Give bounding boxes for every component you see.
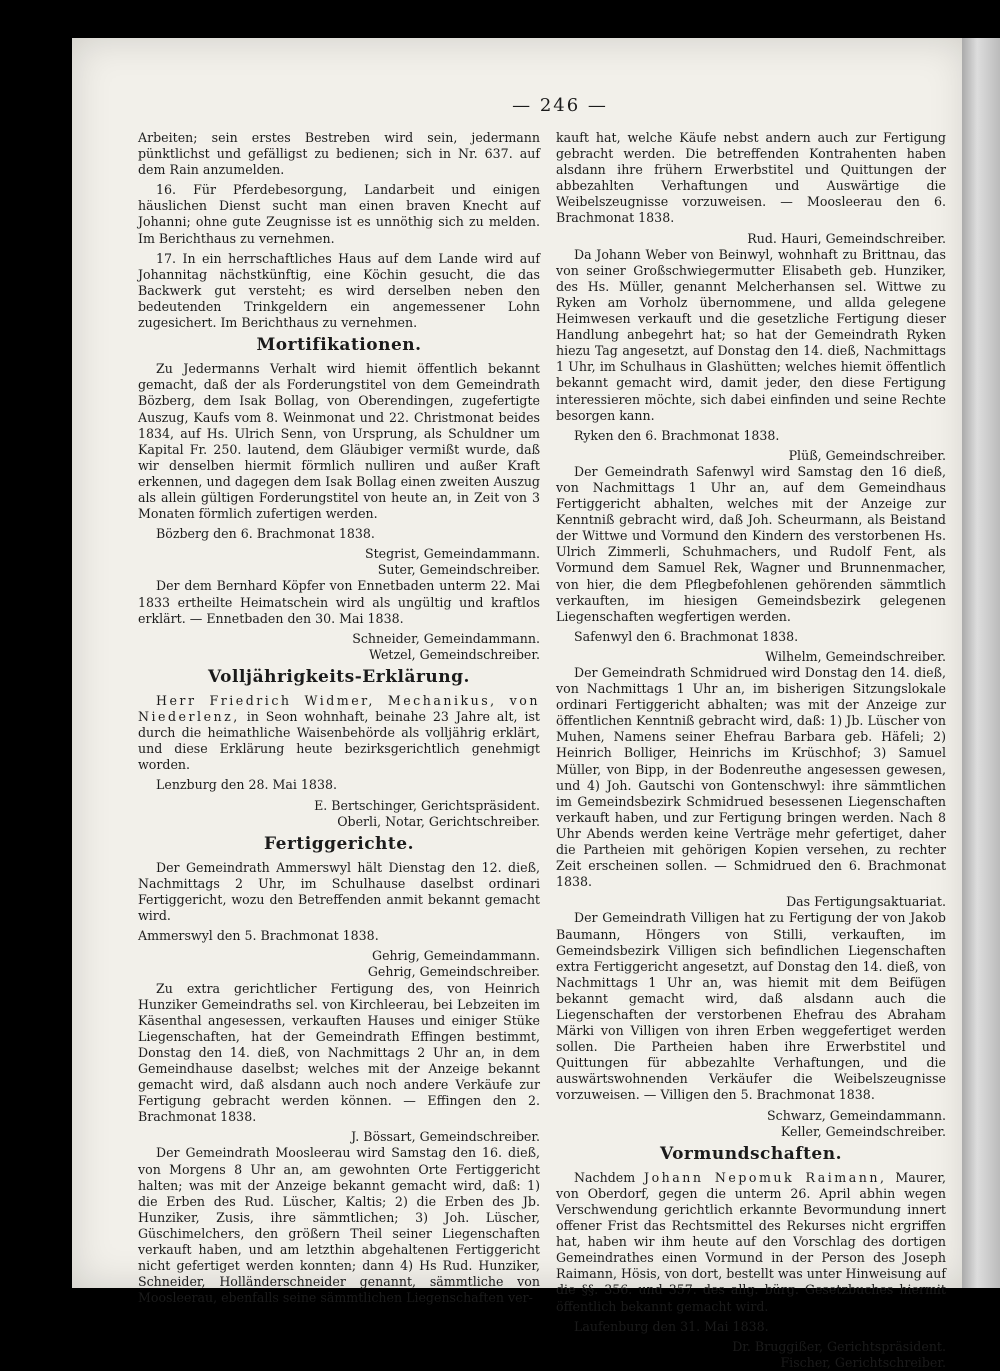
right-column: [556, 130, 946, 1371]
person-name: Johann Nepomuk Raimann,: [644, 1169, 887, 1185]
signature: Schwarz, Gemeindammann.: [767, 1107, 946, 1123]
left-column: [138, 130, 540, 1310]
section-heading-vormundschaften: Vormundschaften.: [659, 1143, 843, 1164]
signature: Dr. Bruggißer, Gerichtspräsident.: [732, 1338, 946, 1354]
notice-date: Bözberg den 6. Brachmonat 1838.: [156, 526, 375, 542]
guardianship-text: Maurer, von Oberdorf, gegen die unterm 26. April abhin wegen Verschwendung gerichtlich erkannte Bevormundung innert offener Frist das Rechtsmittel des Rekurses nicht ergriffen hat, haben wir ihm heute auf den Vorschlag des dortigen Gemeindrathes einen Vormund in der Person des Joseph Raimann, Hösis, von dort, bestellt was unter Hinweisung auf die §§. 356. und 357. des allg. bürg. Gesetzbuches hiermit öffentlich bekannt gemacht wird.: [556, 1169, 946, 1314]
mortification-notice: Der dem Bernhard Köpfer von Ennetbaden unterm 22. Mai 1833 ertheilte Heimatschein wird als ungültig und kraftlos erklärt. — Ennetbaden den 30. Mai 1838.: [138, 578, 540, 626]
signature: Oberli, Notar, Gerichtschreiber.: [337, 813, 540, 829]
court-notice: Der Gemeindrath Moosleerau wird Samstag den 16. dieß, von Morgens 8 Uhr an, am gewohnten Orte Fertiggericht halten; was mit der Anzeige bekannt gemacht wird, daß: 1) die Erben des Rud. Lüscher, Kaltis; 2) die Erben des Jb. Hunziker, Zusis, ihre sämmtlichen; 3) Joh. Lüscher, Güschimelchers, den größern Theil seiner Liegenschaften verkauft haben, und am letzthin abgehaltenen Fertiggericht nicht gefertiget werden konnten; dann 4) Hs Rud. Hunziker, Schneider, Holländerschneider genannt, sämmtliche von Moosleerau, ebenfalls seine sämmtlichen Liegenschaften ver-: [138, 1145, 540, 1306]
notice-date: Ryken den 6. Brachmonat 1838.: [574, 427, 780, 443]
ad-continuation: Arbeiten; sein erstes Bestreben wird sein, jedermann pünktlichst und gefälligst zu bedienen; sich in Nr. 637. auf dem Rain anzumelden.: [138, 130, 540, 178]
majority-text: in Seon wohnhaft, beinahe 23 Jahre alt, ist durch die heimathliche Waisenbehörde als volljährig erklärt, und diese Erklärung heute bezirksgerichtlich genehmigt worden.: [138, 709, 540, 773]
section-heading-fertiggerichte: Fertiggerichte.: [263, 833, 415, 854]
notice-intro: Nachdem: [574, 1169, 636, 1185]
signature: Gehrig, Gemeindammann.: [372, 948, 540, 964]
court-notice: Da Johann Weber von Beinwyl, wohnhaft zu Brittnau, das von seiner Großschwiegermutter Elisabeth geb. Hunziker, des Hs. Müller, genannt Melcherhansen sel. Wittwe zu Ryken am Vorholz übernommene, und allda gelegene Heimwesen verkauft und die gesetzliche Fertigung dieser Handlung anbegehrt hat; so hat der Gemeindrath Ryken hiezu Tag angesetzt, auf Donstag den 14. dieß, Nachmittags 1 Uhr, im Schulhaus in Glashütten; welches hiemit öffentlich bekannt gemacht wird, damit jeder, den diese Fertigung interessieren möchte, sich dabei einfinden und seine Rechte besorgen kann.: [556, 246, 946, 423]
guardianship-notice: [556, 1170, 946, 1315]
ad-17: 17. In ein herrschaftliches Haus auf dem Lande wird auf Johannitag nächstkünftig, eine Köchin gesucht, die das Backwerk gut versteht; es wird derselben neben den bedeutenden Trinkgeldern ein angemessener Lohn zugesichert. Im Berichthaus zu vernehmen.: [138, 250, 540, 331]
signature: Fischer, Gerichtschreiber.: [780, 1354, 946, 1370]
notice-date: Lenzburg den 28. Mai 1838.: [156, 777, 337, 793]
page-number: — 246 —: [512, 95, 608, 116]
notice-date: Ammerswyl den 5. Brachmonat 1838.: [138, 928, 379, 944]
section-heading-mortifikationen: Mortifikationen.: [256, 335, 422, 356]
signature: Schneider, Gemeindammann.: [352, 630, 540, 646]
signature: J. Bössart, Gemeindschreiber.: [351, 1129, 540, 1145]
majority-notice: [138, 693, 540, 773]
signature: Rud. Hauri, Gemeindschreiber.: [747, 230, 946, 246]
signature: Keller, Gemeindschreiber.: [780, 1123, 946, 1139]
signature: Stegrist, Gemeindammann.: [364, 546, 540, 562]
mortification-notice: Zu Jedermanns Verhalt wird hiemit öffentlich bekannt gemacht, daß der als Forderungstitel von dem Gemeindrath Bözberg, dem Isak Bollag, von Oberendingen, zugefertigte Auszug, Kaufs vom 8. Weinmonat und 22. Christmonat beides 1834, auf Hs. Ulrich Senn, von Ursprung, als Schuldner um Kapital Fr. 250. lautend, dem Gläubiger vermißt wurde, daß wir denselben hiermit förmlich nulliren und außer Kraft erkennen, und dagegen dem Isak Bollag einen zweiten Auszug als allein gültigen Forderungstitel von heute an, in Zeit von 3 Monaten förmlich zufertigen werden.: [138, 361, 540, 522]
court-notice: Der Gemeindrath Schmidrued wird Donstag den 14. dieß, von Nachmittags 1 Uhr an, im bisherigen Sitzungslokale ordinari Fertiggericht abhalten; was mit der Anzeige zur öffentlichen Kenntniß gebracht wird, daß: 1) Jb. Lüscher von Muhen, Namens seiner Ehefrau Barbara geb. Häfeli; 2) Heinrich Bolliger, Heinrichs im Krüschhof; 3) Samuel Müller, von Bipp, in der Bodenreuthe angesessen gewesen, und 4) Joh. Gautschi von Gontenschwyl: ihre sämmtlichen im Gemeindsbezirk Schmidrued besessenen Liegenschaften verkauft haben, und zur Fertigung bringen werden. Nach 8 Uhr Abends werden keine Verträge mehr gefertiget, daher die Partheien mit gehörigen Kopien versehen, zu rechter Zeit erscheinen sollen. — Schmidrued den 6. Brachmonat 1838.: [556, 665, 946, 890]
court-notice-continuation: kauft hat, welche Käufe nebst andern auch zur Fertigung gebracht werden. Die betreffenden Kontrahenten haben alsdann ihre frühern Erwerbstitel und Quittungen der abbezahlten Verhaftungen und Auswärtige die Weibelszeugnisse vorzuweisen. — Moosleerau den 6. Brachmonat 1838.: [556, 130, 946, 226]
signature: Wilhelm, Gemeindschreiber.: [765, 648, 946, 664]
ad-16: 16. Für Pferdebesorgung, Landarbeit und einigen häuslichen Dienst sucht man einen braven Knecht auf Johanni; ohne gute Zeugnisse ist es unnöthig sich zu melden. Im Berichthaus zu vernehmen.: [138, 182, 540, 246]
notice-date: Safenwyl den 6. Brachmonat 1838.: [574, 628, 799, 644]
signature: Plüß, Gemeindschreiber.: [788, 447, 946, 463]
signature: Wetzel, Gemeindschreiber.: [369, 646, 540, 662]
signature: Gehrig, Gemeindschreiber.: [367, 964, 540, 980]
person-name: Herr Friedrich Widmer, Mechanikus, von Niederlenz,: [138, 693, 540, 725]
section-heading-volljaehrigkeit: Volljährigkeits-Erklärung.: [208, 666, 470, 687]
notice-date: Laufenburg den 31. Mai 1838.: [574, 1318, 769, 1334]
signature: Suter, Gemeindschreiber.: [377, 562, 540, 578]
court-notice: Der Gemeindrath Ammerswyl hält Dienstag den 12. dieß, Nachmittags 2 Uhr, im Schulhause daselbst ordinari Fertiggericht, wozu den Betreffenden anmit bekannt gemacht wird.: [138, 859, 540, 924]
court-notice: Der Gemeindrath Safenwyl wird Samstag den 16 dieß, von Nachmittags 1 Uhr an, auf dem Gemeindhaus Fertiggericht abhalten, welches mit der Anzeige zur Kenntniß gebracht wird, daß Joh. Scheurmann, als Beistand der Wittwe und Vormund den Kindern des verstorbenen Hs. Ulrich Zimmerli, Schuhmachers, und Rudolf Fent, als Vormund dem Samuel Rek, Wagner und Brunnenmacher, von hier, die dem Pflegbefohlenen gehörenden sämmtlich verkauften, im hiesigen Gemeindsbezirk gelegenen Liegenschaften wegfertigen werden.: [556, 463, 946, 624]
court-notice: Zu extra gerichtlicher Fertigung des, von Heinrich Hunziker Gemeindraths sel. von Kirchleerau, bei Lebzeiten im Käsenthal angesessen, verkauften Hauses und einiger Stüke Liegenschaften, hat der Gemeindrath Effingen bestimmt, Donstag den 14. dieß, von Nachmittags 2 Uhr an, in dem Gemeindhause daselbst; welches mit der Anzeige bekannt gemacht wird, daß alsdann auch noch andere Verkäufe zur Fertigung gebracht werden können. — Effingen den 2. Brachmonat 1838.: [138, 980, 540, 1125]
court-notice: Der Gemeindrath Villigen hat zu Fertigung der von Jakob Baumann, Höngers von Stilli, verkauften, im Gemeindsbezirk Villigen sich befindlichen Liegenschaften extra Fertiggericht angesetzt, auf Donstag den 14. dieß, von Nachmittags 1 Uhr an, was hiemit mit dem Beifügen bekannt gemacht wird, daß alsdann auch die Liegenschaften der verstorbenen Ehefrau des Abraham Märki von Villigen von ihren Erben weggefertiget werden sollen. Die Partheien haben ihre Erwerbstitel und Quittungen für abbezahlte Verhaftungen, und die auswärtswohnenden Verkäufer die Weibelszeugnisse vorzuweisen. — Villigen den 5. Brachmonat 1838.: [556, 910, 946, 1103]
signature: Das Fertigungsaktuariat.: [786, 894, 946, 910]
signature: E. Bertschinger, Gerichtspräsident.: [314, 797, 540, 813]
next-page-edge: [962, 38, 1000, 1288]
